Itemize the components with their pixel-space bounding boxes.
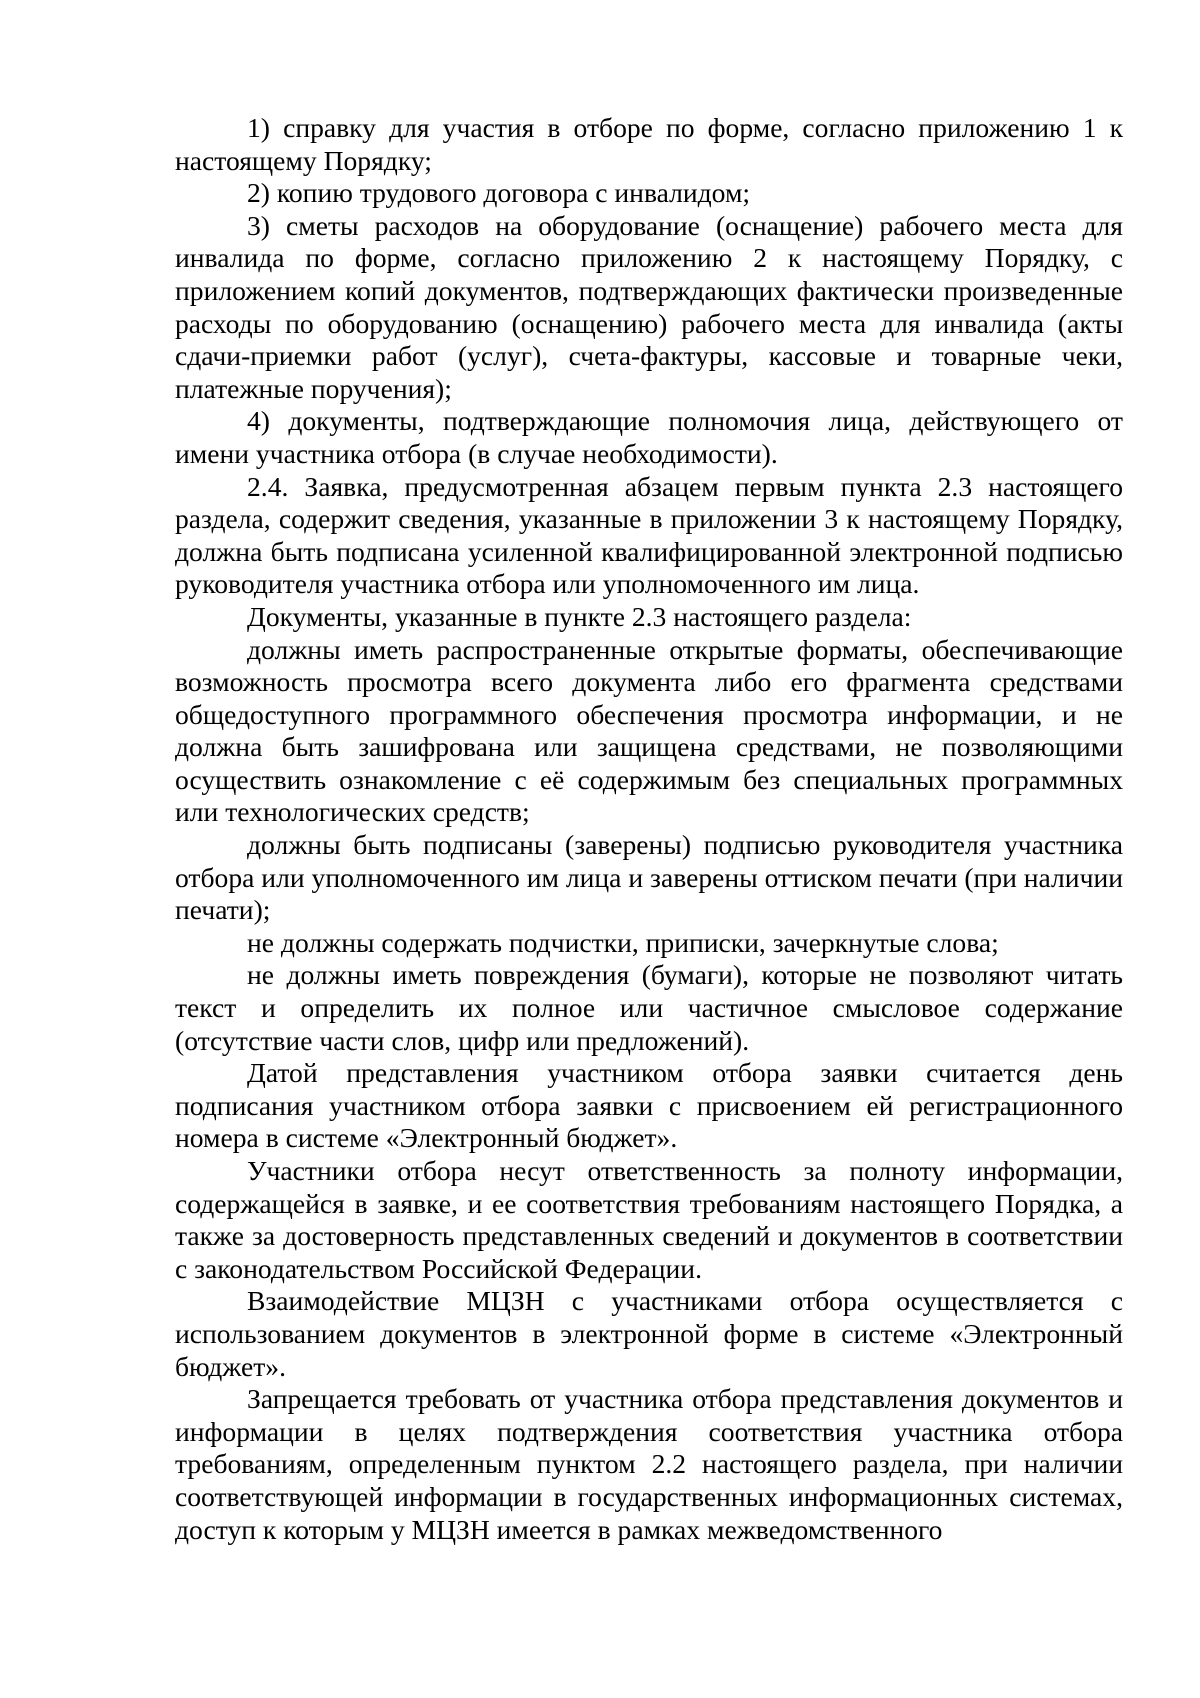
paragraph-no-corrections: не должны содержать подчистки, приписки, зачеркнутые слова; <box>247 926 999 958</box>
paragraph-clause-2-4: 2.4. Заявка, предусмотренная абзацем первым пункта 2.3 настоящего раздела, содержит сведения, указанные в приложении 3 к настоящему Порядку, должна быть подписана усиленной квалифицированной электронной подписью руководителя участника отбора или уполномоченного им лица. <box>175 470 1123 600</box>
paragraph-item-1-certificate: 1) справку для участия в отборе по форме, согласно приложению 1 к настоящему Порядку; <box>175 112 1123 176</box>
paragraph-prohibition: Запрещается требовать от участника отбора представления документов и информации в целях подтверждения соответствия участника отбора требованиям, определенным пунктом 2.2 настоящего раздела, при наличии соответствующей информации в государственных информационных системах, доступ к которым у МЦЗН имеется в рамках межведомственного <box>175 1383 1123 1545</box>
paragraph-signature-requirement: должны быть подписаны (заверены) подписью руководителя участника отбора или уполномоченного им лица и заверены оттиском печати (при наличии печати); <box>175 829 1123 926</box>
paragraph-documents-intro: Документы, указанные в пункте 2.3 настоящего раздела: <box>247 600 912 632</box>
document-page <box>175 112 1123 1546</box>
paragraph-item-4-authority-documents: 4) документы, подтверждающие полномочия лица, действующего от имени участника отбора (в случае необходимости). <box>175 405 1123 469</box>
paragraph-participant-responsibility: Участники отбора несут ответственность за полноту информации, содержащейся в заявке, и ее соответствия требованиям настоящего Порядка, а также за достоверность представленных сведений и документов в соответствии с законодательством Российской Федерации. <box>175 1155 1123 1284</box>
paragraph-no-damage: не должны иметь повреждения (бумаги), которые не позволяют читать текст и определить их полное или частичное смысловое содержание (отсутствие части слов, цифр или предложений). <box>175 959 1123 1056</box>
paragraph-item-3-expense-estimates: 3) сметы расходов на оборудование (оснащение) рабочего места для инвалида по форме, согласно приложению 2 к настоящему Порядку, с приложением копий документов, подтверждающих фактически произведенные расходы по оборудованию (оснащению) рабочего места для инвалида (акты сдачи-приемки работ (услуг), счета-фактуры, кассовые и товарные чеки, платежные поручения); <box>175 209 1123 404</box>
paragraph-item-2-employment-contract: 2) копию трудового договора с инвалидом; <box>247 177 751 209</box>
paragraph-submission-date: Датой представления участником отбора заявки считается день подписания участником отбора заявки с присвоением ей регистрационного номера в системе «Электронный бюджет». <box>175 1057 1123 1154</box>
paragraph-electronic-interaction: Взаимодействие МЦЗН с участниками отбора осуществляется с использованием документов в электронной форме в системе «Электронный бюджет». <box>175 1285 1123 1382</box>
paragraph-formats-requirement: должны иметь распространенные открытые форматы, обеспечивающие возможность просмотра всего документа либо его фрагмента средствами общедоступного программного обеспечения просмотра информации, и не должна быть зашифрована или защищена средствами, не позволяющими осуществить ознакомление с её содержимым без специальных программных или технологических средств; <box>175 633 1123 828</box>
